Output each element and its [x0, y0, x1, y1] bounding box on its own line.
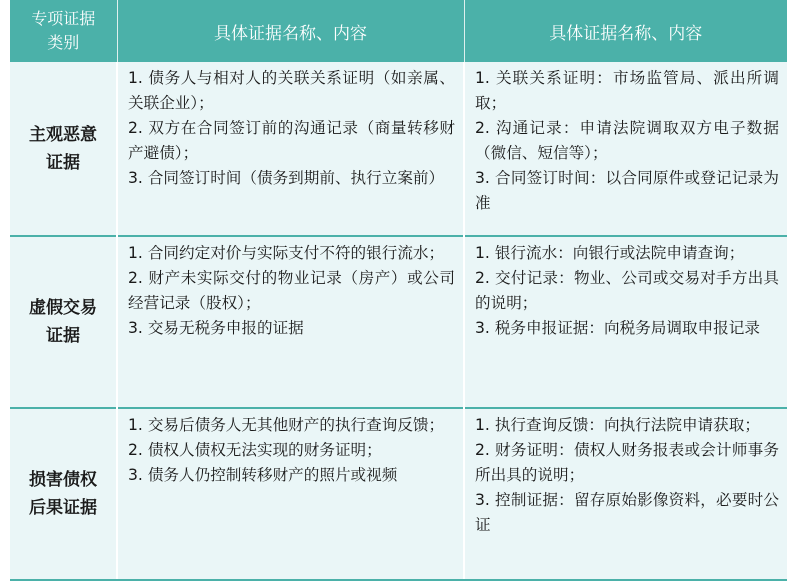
list-item: 3. 控制证据：留存原始影像资料，必要时公证: [475, 491, 779, 534]
left-content-cell: [117, 408, 464, 579]
category-label: 损害债权后果证据: [29, 470, 97, 518]
category-cell: [10, 408, 117, 579]
right-content-cell: [464, 62, 787, 236]
category-cell: [10, 62, 117, 236]
evidence-table: [10, 0, 787, 579]
list-item: 2. 交付记录：物业、公司或交易对手方出具的说明；: [475, 269, 779, 312]
header-content-left: [117, 0, 464, 62]
list-item: 3. 合同签订时间（债务到期前、执行立案前）: [128, 169, 445, 187]
table-header-row: [10, 0, 787, 62]
list-item: 3. 交易无税务申报的证据: [128, 319, 304, 337]
right-content-cell: [464, 236, 787, 408]
list-item: 1. 合同约定对价与实际支付不符的银行流水；: [128, 244, 445, 262]
list-item: 3. 合同签订时间：以合同原件或登记记录为准: [475, 169, 779, 212]
table-row: [10, 408, 787, 579]
header-content-right-label: 具体证据名称、内容: [549, 23, 703, 44]
header-content-left-label: 具体证据名称、内容: [214, 23, 367, 44]
list-item: 2. 财务证明：债权人财务报表或会计师事务所出具的说明；: [475, 441, 779, 484]
list-item: 3. 债务人仍控制转移财产的照片或视频: [128, 466, 398, 484]
table-row: [10, 62, 787, 236]
list-item: 3. 税务申报证据：向税务局调取申报记录: [475, 319, 760, 337]
left-content-cell: [117, 236, 464, 408]
list-item: 1. 债务人与相对人的关联关系证明（如亲属、关联企业）；: [128, 69, 455, 112]
header-category: [10, 0, 117, 62]
left-content-cell: [117, 62, 464, 236]
category-label: 虚假交易证据: [29, 298, 97, 346]
table-row: [10, 236, 787, 408]
list-item: 1. 交易后债务人无其他财产的执行查询反馈；: [128, 416, 445, 434]
right-content-cell: [464, 408, 787, 579]
header-content-right: [464, 0, 787, 62]
table-bottom-border: [10, 579, 787, 581]
list-item: 2. 双方在合同签订前的沟通记录（商量转移财产避债）；: [128, 119, 455, 162]
list-item: 1. 银行流水：向银行或法院申请查询；: [475, 244, 745, 262]
category-label: 主观恶意证据: [29, 124, 97, 173]
header-category-label: 专项证据 类别: [31, 9, 96, 52]
category-cell: [10, 236, 117, 408]
list-item: 1. 执行查询反馈：向执行法院申请获取；: [475, 416, 760, 434]
list-item: 1. 关联关系证明：市场监管局、派出所调取；: [475, 69, 779, 112]
list-item: 2. 财产未实际交付的物业记录（房产）或公司经营记录（股权）；: [128, 269, 455, 312]
list-item: 2. 债权人债权无法实现的财务证明；: [128, 441, 382, 459]
list-item: 2. 沟通记录：申请法院调取双方电子数据（微信、短信等）；: [475, 119, 779, 162]
